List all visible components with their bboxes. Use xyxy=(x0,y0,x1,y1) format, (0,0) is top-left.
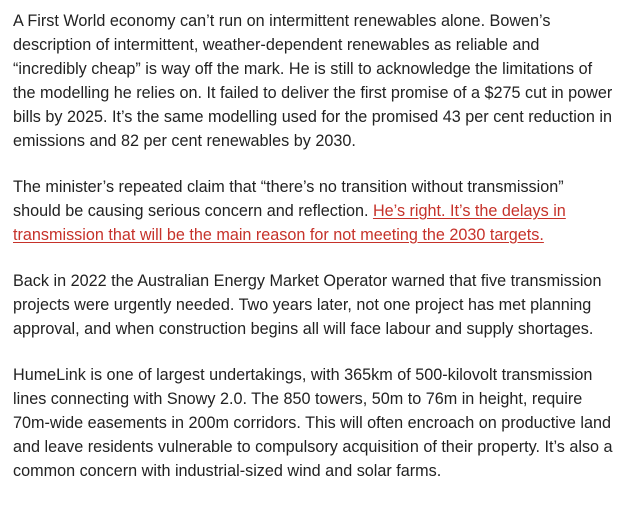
paragraph-text: A First World economy can’t run on intermittent renewables alone. Bowen’s description of intermittent, weather-dependent renewables as reliable and “incredibly cheap” is way off the mark. He is still to acknowledge the limitations of the modelling he relies on. It failed to deliver the first promise of a $275 cut in power bills by 2025. It’s the same modelling used for the promised 43 per cent reduction in emissions and 82 per cent renewables by 2030. xyxy=(13,12,613,150)
paragraph-aemo xyxy=(13,269,613,341)
paragraph-renewables xyxy=(13,9,613,153)
transmission-delays-link[interactable]: He’s right. It’s the delays in transmission that will be the main reason for not meeting the 2030 targets. xyxy=(13,202,566,244)
paragraph-text: HumeLink is one of largest undertakings, with 365km of 500-kilovolt transmission lines connecting with Snowy 2.0. The 850 towers, 50m to 76m in height, require 70m-wide easements in 200m corridors. This will often encroach on productive land and leave residents vulnerable to compulsory acquisition of their property. It’s also a common concern with industrial-sized wind and solar farms. xyxy=(13,366,613,480)
paragraph-text: The minister’s repeated claim that “there’s no transition without transmission” should be causing serious concern and reflection. xyxy=(13,178,564,220)
article-body xyxy=(13,9,613,505)
paragraph-text: Back in 2022 the Australian Energy Market Operator warned that five transmission projects were urgently needed. Two years later, not one project has met planning approval, and when construction begins all will face labour and supply shortages. xyxy=(13,272,602,338)
paragraph-humelink xyxy=(13,363,613,483)
paragraph-transmission xyxy=(13,175,613,247)
